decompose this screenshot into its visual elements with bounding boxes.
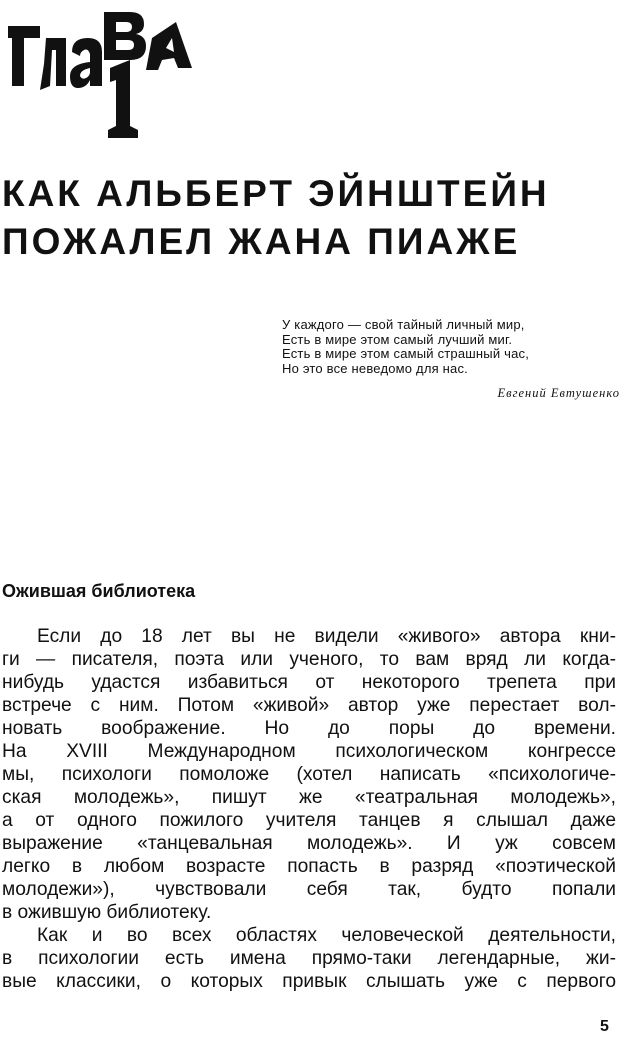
epigraph-line: Но это все неведомо для нас. xyxy=(282,360,468,376)
chapter-logo-graphic xyxy=(6,8,196,140)
body-line: легко в любом возрасте попасть в разряд «поэтической xyxy=(2,856,616,877)
chapter-title-line: ПОЖАЛЕЛ ЖАНА ПИАЖЕ xyxy=(2,221,521,262)
epigraph-line: Есть в мире этом самый страшный час, xyxy=(282,346,530,361)
body-line: Если до 18 лет вы не видели «живого» автора кни- xyxy=(37,626,616,647)
body-line: в ожившую библиотеку. xyxy=(2,902,212,923)
body-line: молодежи»), чувствовали себя так, будто попали xyxy=(2,879,616,900)
epigraph xyxy=(282,318,604,376)
body-line: в психологии есть имена прямо-таки легендарные, жи- xyxy=(2,948,616,969)
body-line: новать воображение. Но до поры до времени. xyxy=(2,718,616,739)
body-text xyxy=(2,625,616,993)
epigraph-line: У каждого — свой тайный личный мир, xyxy=(282,317,525,332)
chapter-title xyxy=(2,170,550,266)
body-line: выражение «танцевальная молодежь». И уж совсем xyxy=(2,833,616,854)
chapter-title-line: КАК АЛЬБЕРТ ЭЙНШТЕЙН xyxy=(2,173,550,214)
epigraph-author: Евгений Евтушенко xyxy=(497,386,620,400)
body-line: мы, психологи помоложе (хотел написать «психологиче- xyxy=(2,764,616,785)
body-line: вые классики, о которых привык слышать уже с первого xyxy=(2,971,616,992)
body-line: ги — писателя, поэта или ученого, то вам вряд ли когда- xyxy=(2,649,616,670)
epigraph-line: Есть в мире этом самый лучший миг. xyxy=(282,331,513,347)
body-line: Как и во всех областях человеческой деятельности, xyxy=(37,925,616,946)
chapter-logo xyxy=(6,8,196,140)
body-line: нибудь удастся избавиться от некоторого трепета при xyxy=(2,672,616,693)
body-line: ская молодежь», пишут же «театральная молодежь», xyxy=(2,787,616,808)
body-line: На XVIII Международном психологическом конгрессе xyxy=(2,741,616,762)
body-line: а от одного пожилого учителя танцев я слышал даже xyxy=(2,810,616,831)
section-heading: Ожившая библиотека xyxy=(2,581,196,601)
page-number: 5 xyxy=(600,1018,609,1035)
body-line: встрече с ним. Потом «живой» автор уже перестает вол- xyxy=(2,695,616,716)
